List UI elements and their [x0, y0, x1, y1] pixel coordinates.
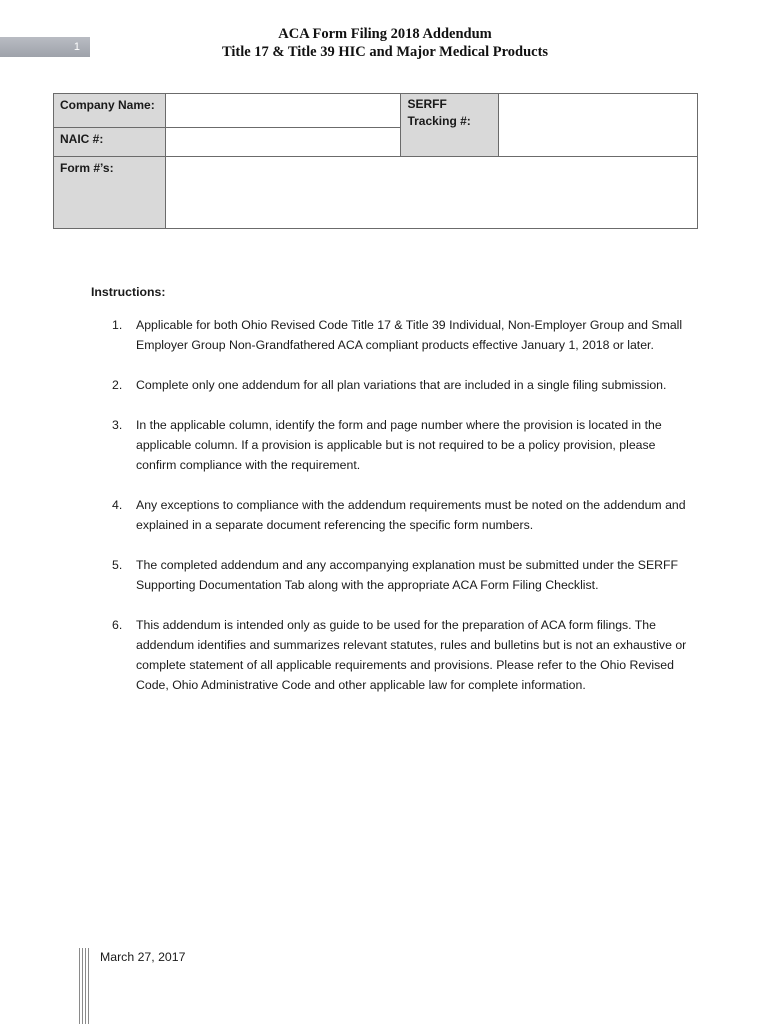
instruction-item — [91, 555, 691, 595]
naic-label: NAIC #: — [54, 128, 166, 157]
instruction-number: 6. — [112, 618, 123, 632]
company-info-table — [53, 93, 698, 229]
instruction-number: 2. — [112, 378, 123, 392]
instruction-text: Applicable for both Ohio Revised Code Title 17 & Title 39 Individual, Non-Employer Group and Small Employer Group Non-Grandfathered ACA compliant products effective January 1, 2018 or later. — [136, 318, 683, 352]
serff-label-line-1: SERFF — [407, 97, 447, 111]
instructions-heading: Instructions: — [91, 285, 166, 299]
instruction-item — [91, 495, 691, 535]
document-title — [0, 25, 770, 61]
instruction-number: 1. — [112, 318, 123, 332]
instruction-item — [91, 615, 691, 695]
instruction-text: This addendum is intended only as guide to be used for the preparation of ACA form filings. The addendum identifies and summarizes relevant statutes, rules and bulletins but is not an exhaustive or complete statement of all applicable requirements and provisions. Please refer to the Ohio Revised Code, Ohio Administrative Code and other applicable law for complete information. — [136, 618, 687, 692]
company-name-field[interactable] — [165, 94, 401, 128]
serff-tracking-label — [401, 94, 499, 157]
instruction-item — [91, 415, 691, 475]
page-number: 1 — [73, 41, 80, 53]
instruction-text: Any exceptions to compliance with the addendum requirements must be noted on the addendum and explained in a separate document referencing the specific form numbers. — [136, 498, 686, 532]
instruction-item — [91, 315, 691, 355]
serff-label-line-2: Tracking #: — [407, 114, 471, 128]
instruction-item — [91, 375, 691, 395]
instructions-section — [91, 282, 691, 715]
instruction-number: 5. — [112, 558, 123, 572]
footer-divider-bars — [79, 948, 91, 1024]
serff-tracking-field[interactable] — [499, 94, 698, 157]
forms-label: Form #’s: — [54, 157, 166, 229]
instructions-list — [91, 315, 691, 695]
instruction-text: The completed addendum and any accompanying explanation must be submitted under the SERFF Supporting Documentation Tab along with the appropriate ACA Form Filing Checklist. — [136, 558, 679, 592]
company-name-label: Company Name: — [54, 94, 166, 128]
instruction-number: 3. — [112, 418, 123, 432]
naic-field[interactable] — [165, 128, 401, 157]
title-line-2: Title 17 & Title 39 HIC and Major Medical Products — [221, 44, 549, 60]
instruction-number: 4. — [112, 498, 123, 512]
instruction-text: Complete only one addendum for all plan variations that are included in a single filing submission. — [136, 378, 667, 392]
footer-date: March 27, 2017 — [100, 950, 186, 964]
forms-field[interactable] — [165, 157, 697, 229]
instruction-text: In the applicable column, identify the form and page number where the provision is located in the applicable column. If a provision is applicable but is not required to be a policy provision, please confirm compliance with the requirement. — [136, 418, 662, 472]
title-line-1: ACA Form Filing 2018 Addendum — [278, 26, 492, 42]
